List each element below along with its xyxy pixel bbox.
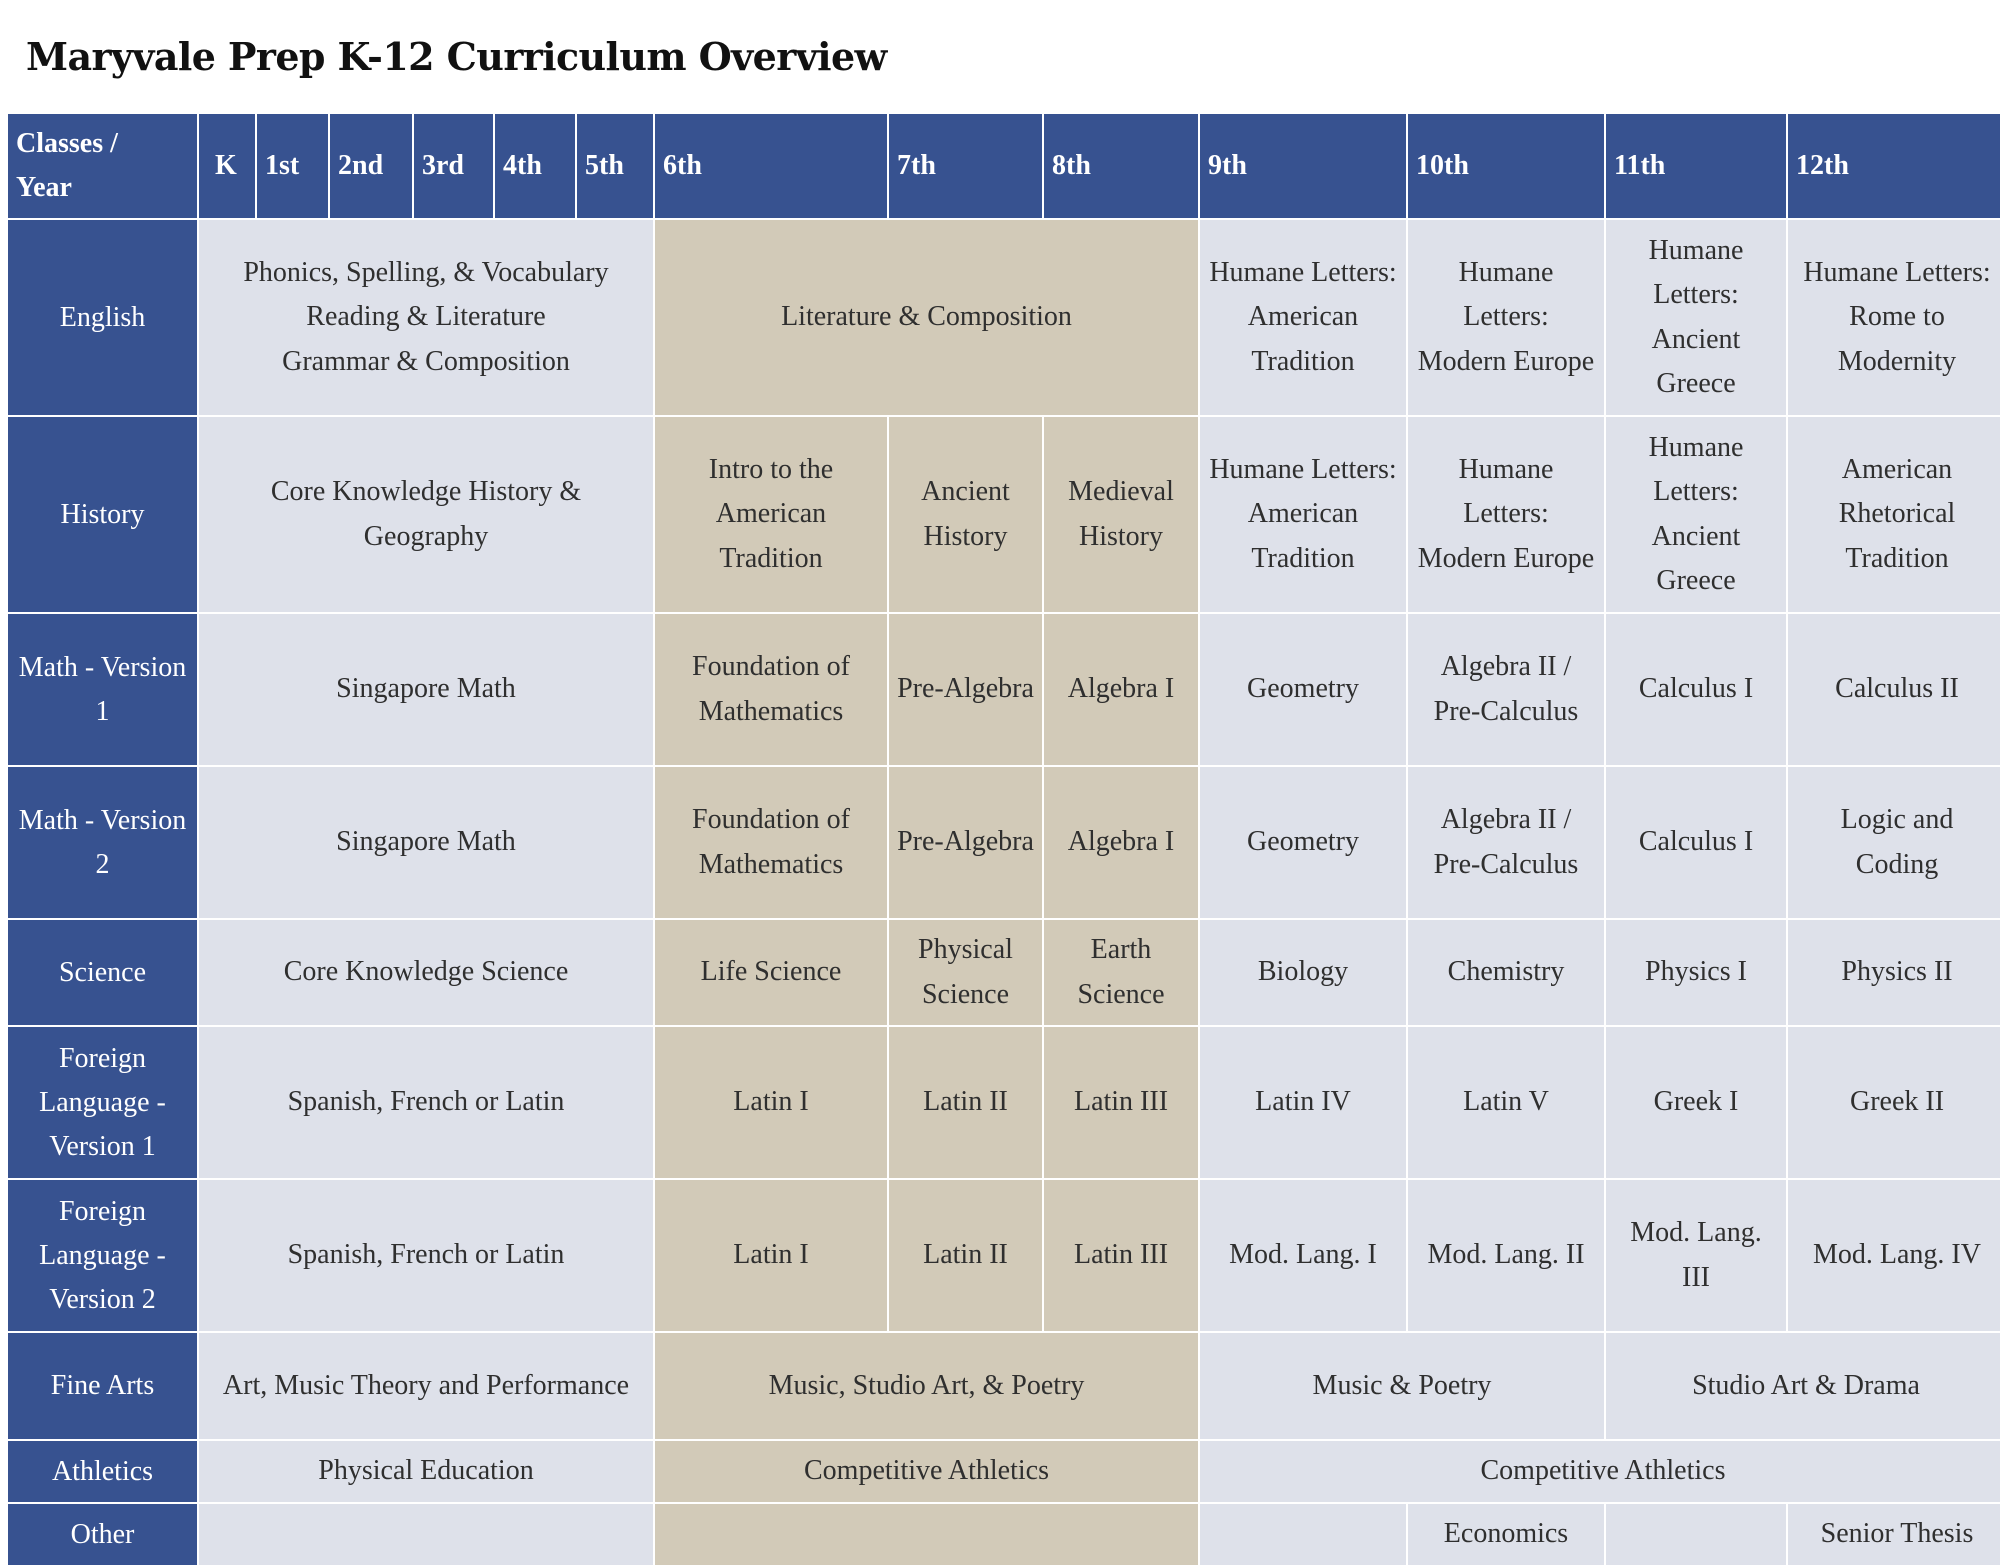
page-title: Maryvale Prep K-12 Curriculum Overview bbox=[26, 34, 887, 79]
math1-elementary: Singapore Math bbox=[198, 613, 654, 766]
history-6th: Intro to the American Tradition bbox=[654, 416, 888, 613]
lang1-7th: Latin II bbox=[888, 1026, 1043, 1179]
science-7th: Physical Science bbox=[888, 919, 1043, 1026]
math1-9th: Geometry bbox=[1199, 613, 1407, 766]
math1-8th: Algebra I bbox=[1043, 613, 1199, 766]
arts-9th-10th: Music & Poetry bbox=[1199, 1332, 1605, 1440]
year-header-8th: 8th bbox=[1043, 113, 1199, 219]
year-header-12th: 12th bbox=[1787, 113, 2000, 219]
lang1-10th: Latin V bbox=[1407, 1026, 1605, 1179]
athletics-high: Competitive Athletics bbox=[1199, 1440, 2000, 1503]
athletics-middle: Competitive Athletics bbox=[654, 1440, 1199, 1503]
lang1-9th: Latin IV bbox=[1199, 1026, 1407, 1179]
row-math-version-2 bbox=[7, 766, 2000, 919]
math2-9th: Geometry bbox=[1199, 766, 1407, 919]
corner-header: Classes / Year bbox=[7, 113, 198, 219]
row-label-foreign-language-version-1: Foreign Language - Version 1 bbox=[7, 1026, 198, 1179]
other-10th: Economics bbox=[1407, 1503, 1605, 1566]
year-header-3rd: 3rd bbox=[413, 113, 494, 219]
science-9th: Biology bbox=[1199, 919, 1407, 1026]
math2-12th: Logic and Coding bbox=[1787, 766, 2000, 919]
math2-8th: Algebra I bbox=[1043, 766, 1199, 919]
year-header-11th: 11th bbox=[1605, 113, 1787, 219]
math1-7th: Pre-Algebra bbox=[888, 613, 1043, 766]
other-elementary bbox=[198, 1503, 654, 1566]
year-header-10th: 10th bbox=[1407, 113, 1605, 219]
arts-11th-12th: Studio Art & Drama bbox=[1605, 1332, 2000, 1440]
other-12th: Senior Thesis bbox=[1787, 1503, 2000, 1566]
row-english bbox=[7, 219, 2000, 416]
row-history bbox=[7, 416, 2000, 613]
arts-elementary: Art, Music Theory and Performance bbox=[198, 1332, 654, 1440]
science-11th: Physics I bbox=[1605, 919, 1787, 1026]
history-elementary: Core Knowledge History & Geography bbox=[198, 416, 654, 613]
row-fine-arts bbox=[7, 1332, 2000, 1440]
row-label-fine-arts: Fine Arts bbox=[7, 1332, 198, 1440]
year-header-k: K bbox=[198, 113, 256, 219]
year-header-7th: 7th bbox=[888, 113, 1043, 219]
header-row bbox=[7, 113, 2000, 219]
english-12th: Humane Letters: Rome to Modernity bbox=[1787, 219, 2000, 416]
lang2-6th: Latin I bbox=[654, 1179, 888, 1332]
row-other bbox=[7, 1503, 2000, 1566]
row-label-history: History bbox=[7, 416, 198, 613]
other-9th bbox=[1199, 1503, 1407, 1566]
lang2-8th: Latin III bbox=[1043, 1179, 1199, 1332]
lang2-9th: Mod. Lang. I bbox=[1199, 1179, 1407, 1332]
lang2-11th: Mod. Lang. III bbox=[1605, 1179, 1787, 1332]
science-8th: Earth Science bbox=[1043, 919, 1199, 1026]
math2-11th: Calculus I bbox=[1605, 766, 1787, 919]
history-8th: Medieval History bbox=[1043, 416, 1199, 613]
history-12th: American Rhetorical Tradition bbox=[1787, 416, 2000, 613]
lang2-7th: Latin II bbox=[888, 1179, 1043, 1332]
row-label-foreign-language-version-2: Foreign Language - Version 2 bbox=[7, 1179, 198, 1332]
row-science bbox=[7, 919, 2000, 1026]
science-12th: Physics II bbox=[1787, 919, 2000, 1026]
row-label-math-version-1: Math - Version 1 bbox=[7, 613, 198, 766]
arts-middle: Music, Studio Art, & Poetry bbox=[654, 1332, 1199, 1440]
math2-elementary: Singapore Math bbox=[198, 766, 654, 919]
science-10th: Chemistry bbox=[1407, 919, 1605, 1026]
history-9th: Humane Letters: American Tradition bbox=[1199, 416, 1407, 613]
year-header-1st: 1st bbox=[256, 113, 329, 219]
english-9th: Humane Letters: American Tradition bbox=[1199, 219, 1407, 416]
history-10th: Humane Letters: Modern Europe bbox=[1407, 416, 1605, 613]
math1-12th: Calculus II bbox=[1787, 613, 2000, 766]
row-label-english: English bbox=[7, 219, 198, 416]
math1-6th: Foundation of Mathematics bbox=[654, 613, 888, 766]
year-header-4th: 4th bbox=[494, 113, 576, 219]
row-label-math-version-2: Math - Version 2 bbox=[7, 766, 198, 919]
row-label-other: Other bbox=[7, 1503, 198, 1566]
lang2-10th: Mod. Lang. II bbox=[1407, 1179, 1605, 1332]
year-header-5th: 5th bbox=[576, 113, 654, 219]
english-11th: Humane Letters: Ancient Greece bbox=[1605, 219, 1787, 416]
math1-10th: Algebra II / Pre-Calculus bbox=[1407, 613, 1605, 766]
history-11th: Humane Letters: Ancient Greece bbox=[1605, 416, 1787, 613]
english-middle: Literature & Composition bbox=[654, 219, 1199, 416]
other-middle bbox=[654, 1503, 1199, 1566]
row-foreign-language-version-1 bbox=[7, 1026, 2000, 1179]
lang1-elementary: Spanish, French or Latin bbox=[198, 1026, 654, 1179]
row-label-athletics: Athletics bbox=[7, 1440, 198, 1503]
science-6th: Life Science bbox=[654, 919, 888, 1026]
athletics-elementary: Physical Education bbox=[198, 1440, 654, 1503]
lang1-12th: Greek II bbox=[1787, 1026, 2000, 1179]
row-foreign-language-version-2 bbox=[7, 1179, 2000, 1332]
row-athletics bbox=[7, 1440, 2000, 1503]
history-7th: Ancient History bbox=[888, 416, 1043, 613]
english-elementary: Phonics, Spelling, & Vocabulary Reading & Literature Grammar & Composition bbox=[198, 219, 654, 416]
lang1-11th: Greek I bbox=[1605, 1026, 1787, 1179]
math2-7th: Pre-Algebra bbox=[888, 766, 1043, 919]
english-10th: Humane Letters: Modern Europe bbox=[1407, 219, 1605, 416]
other-11th bbox=[1605, 1503, 1787, 1566]
row-math-version-1 bbox=[7, 613, 2000, 766]
row-label-science: Science bbox=[7, 919, 198, 1026]
math2-6th: Foundation of Mathematics bbox=[654, 766, 888, 919]
year-header-2nd: 2nd bbox=[329, 113, 413, 219]
lang1-6th: Latin I bbox=[654, 1026, 888, 1179]
math2-10th: Algebra II / Pre-Calculus bbox=[1407, 766, 1605, 919]
curriculum-table bbox=[6, 112, 2000, 1567]
lang1-8th: Latin III bbox=[1043, 1026, 1199, 1179]
math1-11th: Calculus I bbox=[1605, 613, 1787, 766]
year-header-6th: 6th bbox=[654, 113, 888, 219]
lang2-elementary: Spanish, French or Latin bbox=[198, 1179, 654, 1332]
year-header-9th: 9th bbox=[1199, 113, 1407, 219]
lang2-12th: Mod. Lang. IV bbox=[1787, 1179, 2000, 1332]
science-elementary: Core Knowledge Science bbox=[198, 919, 654, 1026]
